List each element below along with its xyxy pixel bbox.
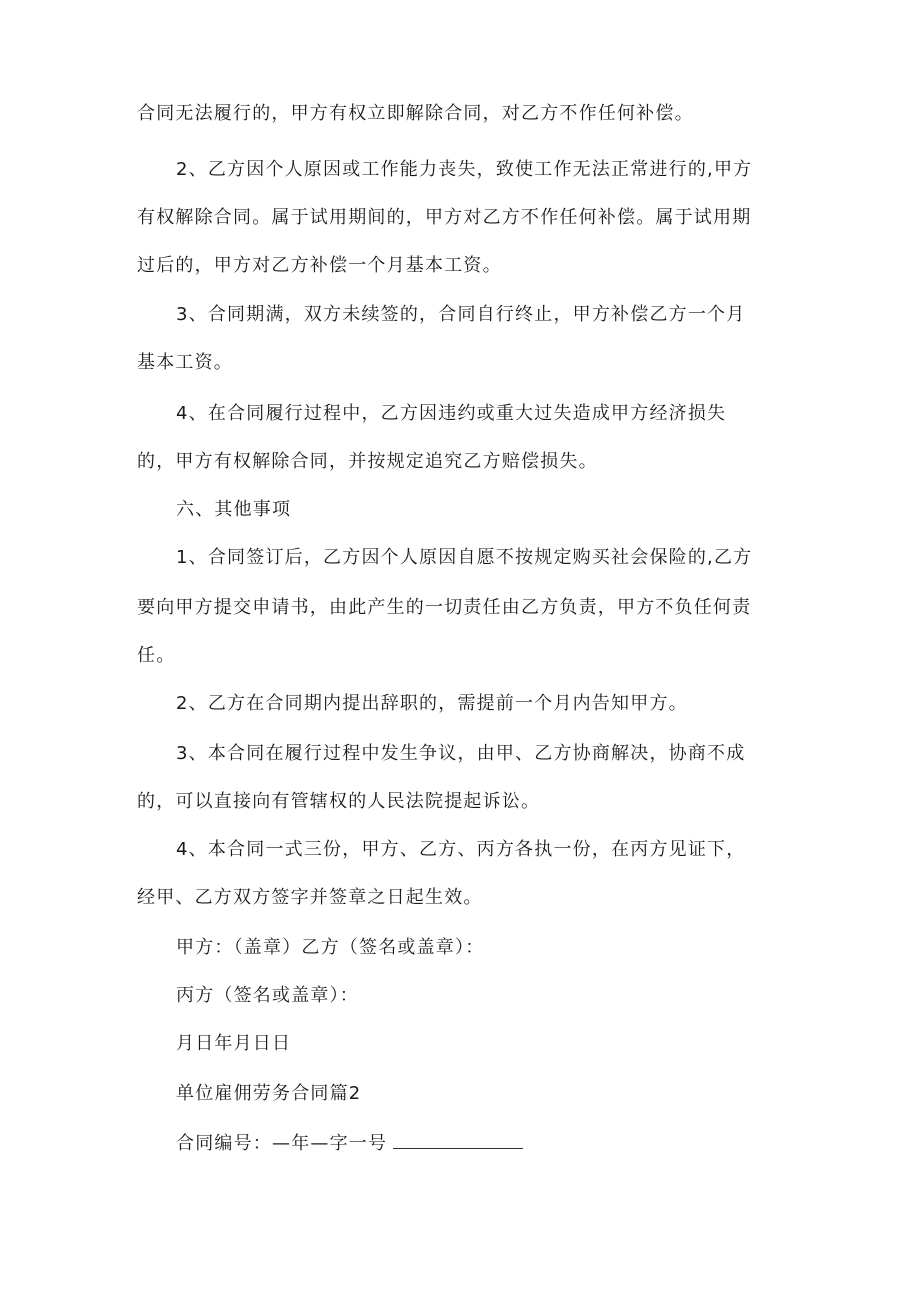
paragraph-line: 3、合同期满，双方未续签的，合同自行终止，甲方补偿乙方一个月 (176, 304, 746, 325)
paragraph-line: 1、合同签订后，乙方因个人原因自愿不按规定购买社会保险的,乙方 (176, 547, 753, 568)
paragraph-line: 的，可以直接向有管辖权的人民法院提起诉讼。 (137, 791, 541, 812)
paragraph-line: 任。 (137, 645, 176, 666)
paragraph-line: 基本工资。 (137, 352, 233, 373)
section-heading: 六、其他事项 (176, 499, 292, 520)
contract-title: 单位雇佣劳务合同篇2 (176, 1083, 362, 1104)
paragraph-line: 2、乙方在合同期内提出辞职的，需提前一个月内告知甲方。 (176, 693, 688, 714)
paragraph-line: 4、在合同履行过程中，乙方因违约或重大过失造成甲方经济损失 (176, 403, 727, 424)
contract-number-label: 合同编号：—年—字一号 (176, 1133, 388, 1154)
date-line: 月日年月日日 (176, 1033, 292, 1054)
contract-number-line (176, 1130, 523, 1156)
signature-line-party-c: 丙方（签名或盖章）： (176, 985, 359, 1006)
paragraph-line: 经甲、乙方双方签字并签章之日起生效。 (137, 887, 483, 908)
paragraph-line: 的，甲方有权解除合同，并按规定追究乙方赔偿损失。 (137, 451, 598, 472)
paragraph-line: 有权解除合同。属于试用期间的，甲方对乙方不作任何补偿。属于试用期 (137, 207, 752, 228)
contract-number-blank (393, 1130, 523, 1149)
paragraph-line: 要向甲方提交申请书，由此产生的一切责任由乙方负责，甲方不负任何责 (137, 597, 752, 618)
paragraph-line: 3、本合同在履行过程中发生争议，由甲、乙方协商解决，协商不成 (176, 743, 746, 764)
paragraph-line: 合同无法履行的，甲方有权立即解除合同，对乙方不作任何补偿。 (137, 103, 694, 124)
paragraph-line: 2、乙方因个人原因或工作能力丧失，致使工作无法正常进行的,甲方 (176, 159, 753, 180)
signature-line-party-a-b: 甲方：（盖章）乙方（签名或盖章）： (176, 937, 485, 958)
paragraph-line: 4、本合同一式三份，甲方、乙方、丙方各执一份，在丙方见证下， (176, 839, 746, 860)
paragraph-line: 过后的，甲方对乙方补偿一个月基本工资。 (137, 255, 502, 276)
